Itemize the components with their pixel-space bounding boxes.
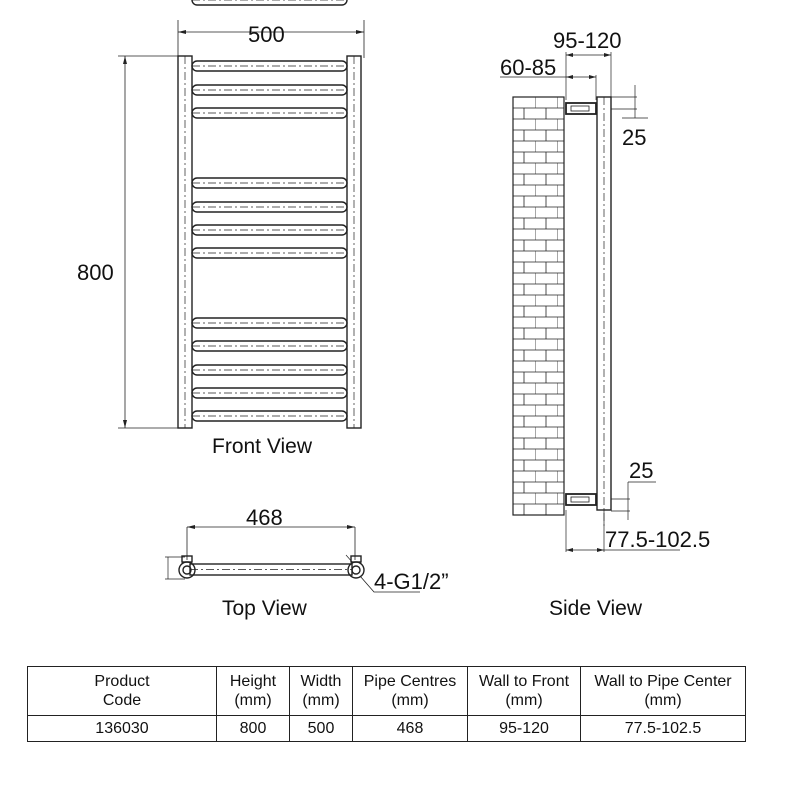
top-view-title: Top View [222,597,307,620]
pipe-centres-dimension: 468 [246,505,283,530]
bottom-offset-dimension: 25 [629,458,654,483]
cell-width: 500 [290,716,353,742]
header-product-code: Product Code [28,667,217,716]
spec-table [27,666,746,742]
table-row [28,716,746,742]
connection-size-note: 4-G1/2” [374,569,449,594]
front-height-dimension: 800 [77,260,114,285]
spec-table-header-row [28,667,746,716]
wall-to-front-dimension: 95-120 [553,28,622,53]
side-view-title: Side View [549,597,643,620]
cell-pipe-centres: 468 [353,716,468,742]
header-wall-to-pipe-center: Wall to Pipe Center (mm) [581,667,746,716]
front-width-dimension: 500 [248,22,285,47]
top-offset-dimension: 25 [622,125,647,150]
header-pipe-centres: Pipe Centres (mm) [353,667,468,716]
cell-product-code: 136030 [28,716,217,742]
front-view-title: Front View [212,435,312,458]
wall-to-bracket-dimension: 60-85 [500,55,557,80]
front-view-drawing [118,0,364,428]
header-width: Width (mm) [290,667,353,716]
wall-to-pipe-center-dimension: 77.5-102.5 [605,527,711,552]
header-height: Height (mm) [217,667,290,716]
cell-wall-to-pipe-center: 77.5-102.5 [581,716,746,742]
cell-height: 800 [217,716,290,742]
towel-rails [192,0,347,421]
cell-wall-to-front: 95-120 [468,716,581,742]
header-wall-to-front: Wall to Front (mm) [468,667,581,716]
